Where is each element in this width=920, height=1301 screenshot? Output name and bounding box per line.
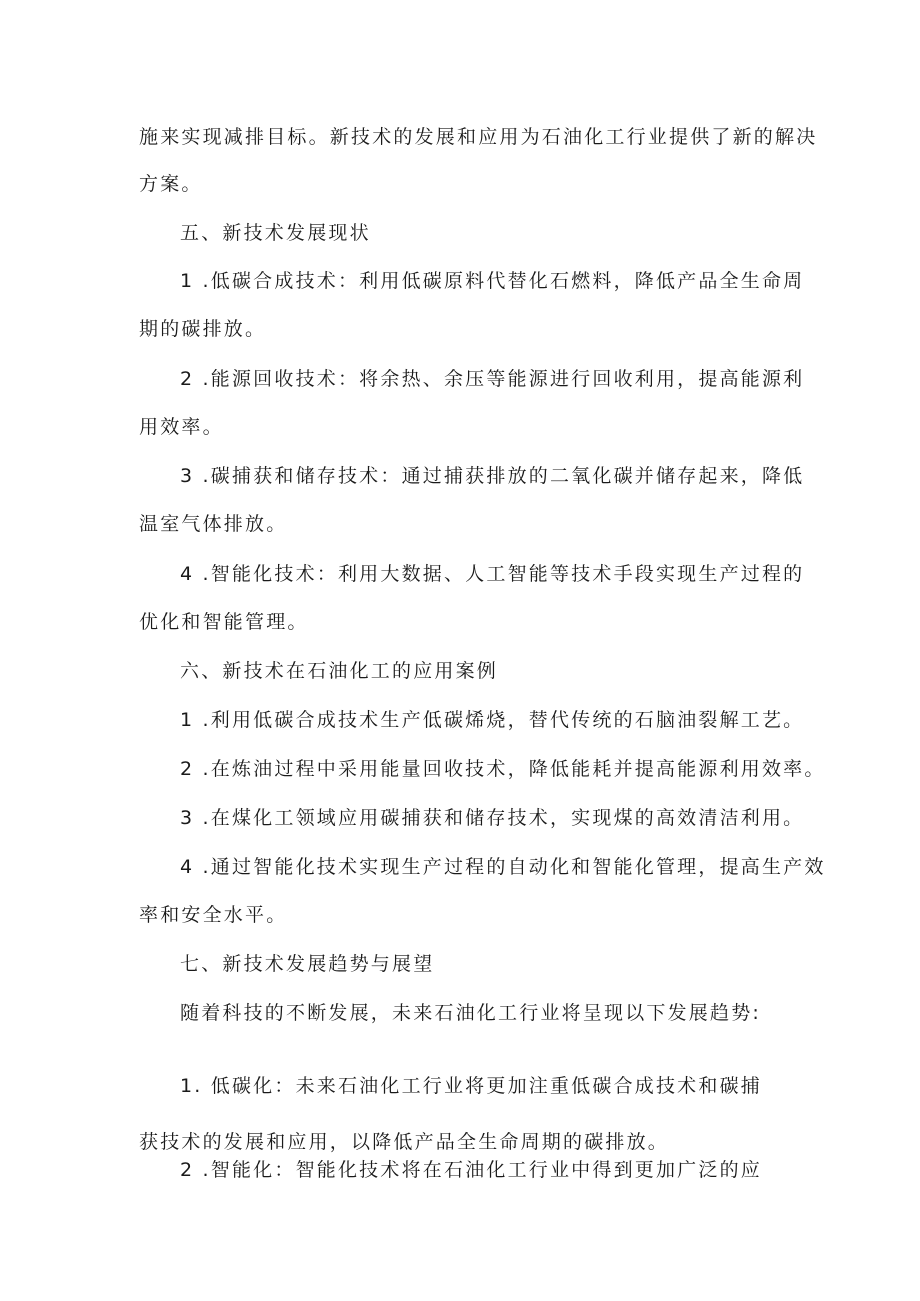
list-item-line: 期的碳排放。 xyxy=(139,318,267,340)
list-item-line: 1 .利用低碳合成技术生产低碳烯烧，替代传统的石脑油裂解工艺。 xyxy=(180,709,805,731)
list-item-line: 2 .智能化：智能化技术将在石油化工行业中得到更加广泛的应 xyxy=(180,1159,762,1181)
list-item-line: 1 .低碳合成技术：利用低碳原料代替化石燃料，降低产品全生命周 xyxy=(180,270,805,292)
list-item-line: 1. 低碳化：未来石油化工行业将更加注重低碳合成技术和碳捕 xyxy=(180,1075,762,1097)
list-item-line: 3 .碳捕获和储存技术：通过捕获排放的二氧化碳并储存起来，降低 xyxy=(180,465,805,487)
list-item-line: 2 .在炼油过程中采用能量回收技术，降低能耗并提高能源利用效率。 xyxy=(180,758,826,780)
list-item-line: 用效率。 xyxy=(139,416,224,438)
list-item-line: 率和安全水平。 xyxy=(139,904,288,926)
list-item-line: 3 .在煤化工领域应用碳捕获和储存技术，实现煤的高效清洁利用。 xyxy=(180,807,805,829)
list-item-line: 4 .通过智能化技术实现生产过程的自动化和智能化管理，提高生产效 xyxy=(180,856,826,878)
section-heading-7: 七、新技术发展趋势与展望 xyxy=(180,953,435,975)
list-item-line: 温室气体排放。 xyxy=(139,513,288,535)
paragraph-continuation-line: 方案。 xyxy=(139,173,203,195)
list-item-line: 优化和智能管理。 xyxy=(139,611,309,633)
paragraph-line: 随着科技的不断发展，未来石油化工行业将呈现以下发展趋势: xyxy=(180,1002,762,1024)
section-heading-6: 六、新技术在石油化工的应用案例 xyxy=(180,660,499,682)
section-heading-5: 五、新技术发展现状 xyxy=(180,222,371,244)
list-item-line: 2 .能源回收技术：将余热、余压等能源进行回收利用，提高能源利 xyxy=(180,368,805,390)
paragraph-continuation-line: 施来实现减排目标。新技术的发展和应用为石油化工行业提供了新的解决 xyxy=(139,126,818,148)
list-item-line: 获技术的发展和应用，以降低产品全生命周期的碳排放。 xyxy=(139,1131,670,1153)
list-item-line: 4 .智能化技术：利用大数据、人工智能等技术手段实现生产过程的 xyxy=(180,563,805,585)
